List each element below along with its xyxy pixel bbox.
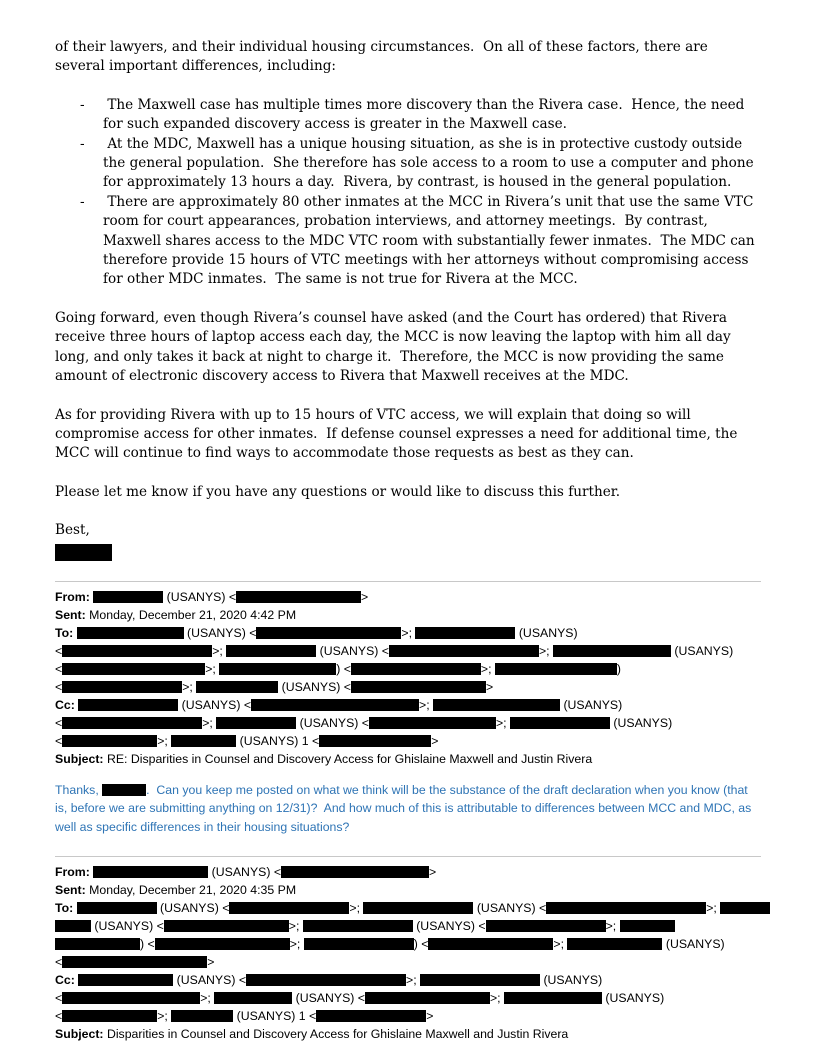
- bullet-dash: -: [80, 135, 85, 152]
- redaction-box: [226, 645, 316, 657]
- text-segment: Sent:: [55, 883, 90, 898]
- text-segment: (USANYS) <: [173, 973, 247, 988]
- redaction-box: [319, 735, 431, 747]
- redaction-box: [62, 681, 182, 693]
- bullet-dash: -: [80, 193, 85, 210]
- redaction-box: [155, 938, 290, 950]
- redaction-box: [78, 699, 178, 711]
- text-segment: <: [55, 661, 63, 676]
- text-segment: <: [55, 955, 63, 970]
- header-line: [55, 953, 761, 971]
- text-segment: >: [426, 1009, 434, 1024]
- redaction-box: [62, 645, 212, 657]
- text-segment: (USANYS): [515, 625, 578, 640]
- text-segment: >;: [157, 733, 172, 748]
- bullet-text: The Maxwell case has multiple times more discovery than the Rivera case. Hence, the need for such expanded discovery access is greater in the Maxwell case.: [103, 96, 749, 133]
- text-segment: Sent:: [55, 607, 90, 622]
- redaction-box: [62, 992, 200, 1004]
- redaction-box: [216, 717, 296, 729]
- text-segment: (USANYS) <: [91, 919, 164, 934]
- letter-paragraph-going-forward: Going forward, even though Rivera’s counsel have asked (and the Court has ordered) that Rivera receive three hours of laptop access each day, the MCC is now leaving the laptop with him all day long, and only takes it back at night to charge it. Therefore, the MCC is now providing the same amount of electronic discovery access to Rivera that Maxwell receives at the MDC.: [55, 309, 736, 385]
- text-segment: >;: [288, 919, 303, 934]
- text-segment: Subject:: [55, 1027, 107, 1042]
- email2-divider-line: [55, 856, 761, 857]
- text-segment: >: [429, 865, 437, 880]
- redaction-box: [77, 902, 157, 914]
- header-line: [55, 899, 761, 917]
- text-segment: (USANYS) <: [412, 919, 486, 934]
- text-segment: (USANYS) <: [163, 589, 237, 604]
- redaction-box: [351, 681, 486, 693]
- text-segment: (USANYS) 1 <: [236, 733, 320, 748]
- header-line: [55, 1025, 761, 1043]
- redaction-box: [369, 717, 496, 729]
- redaction-box: [553, 645, 671, 657]
- header-line: [55, 881, 761, 899]
- redaction-box: [219, 663, 336, 675]
- text-segment: Cc:: [55, 697, 79, 712]
- redaction-box: [415, 627, 515, 639]
- redaction-box: [55, 938, 140, 950]
- redaction-box: [55, 920, 91, 932]
- text-segment: . Can you keep me posted on what we think will be the substance of the draft declaration when you know (that is, before we are submitting anything on 12/31)? And how much of this is attributable to differences between MCC and MDC, as well as specific differences in their housing situations?: [55, 782, 755, 834]
- text-segment: (USANYS) <: [208, 865, 282, 880]
- text-segment: <: [55, 715, 63, 730]
- redaction-box: [196, 681, 278, 693]
- text-segment: >;: [706, 901, 721, 916]
- redaction-box: [171, 735, 236, 747]
- text-segment: (USANYS): [610, 715, 673, 730]
- redaction-box: [433, 699, 560, 711]
- redaction-box: [164, 920, 289, 932]
- letter-paragraph-vtc: As for providing Rivera with up to 15 hours of VTC access, we will explain that doing so will compromise access for other inmates. If defense counsel expresses a need for additional time, the MCC will continue to find ways to accommodate those requests as best as they can.: [55, 406, 742, 462]
- letter-body: [55, 38, 761, 561]
- redaction-box: [510, 717, 610, 729]
- text-segment: Subject:: [55, 751, 107, 766]
- text-segment: (USANYS) <: [278, 679, 351, 694]
- header-line: [55, 1007, 761, 1025]
- redaction-box: [62, 956, 207, 968]
- text-segment: >;: [419, 697, 434, 712]
- text-segment: Monday, December 21, 2020 4:35 PM: [89, 883, 297, 898]
- redaction-box: [236, 591, 361, 603]
- text-segment: >;: [489, 991, 504, 1006]
- text-segment: To:: [55, 625, 77, 640]
- letter-closing: Best,: [55, 522, 90, 539]
- text-segment: >;: [349, 901, 364, 916]
- email1-message-body: [55, 781, 761, 837]
- redaction-box: [171, 1010, 233, 1022]
- text-segment: >;: [289, 937, 304, 952]
- header-line: [55, 750, 761, 768]
- text-segment: <: [55, 643, 63, 658]
- redaction-box: [256, 627, 401, 639]
- redaction-box: [420, 974, 540, 986]
- redaction-box: [304, 938, 414, 950]
- redaction-box: [303, 920, 413, 932]
- redaction-box: [546, 902, 706, 914]
- text-segment: ) <: [413, 937, 429, 952]
- text-segment: (USANYS) <: [156, 901, 230, 916]
- text-segment: From:: [55, 865, 94, 880]
- text-segment: Thanks,: [55, 782, 103, 797]
- text-segment: >;: [182, 679, 197, 694]
- header-line: [55, 606, 761, 624]
- bullet-item: [55, 193, 761, 290]
- redaction-box: [62, 735, 157, 747]
- text-segment: (USANYS) 1 <: [233, 1009, 317, 1024]
- redaction-box: [62, 1010, 157, 1022]
- text-segment: (USANYS) <: [183, 625, 257, 640]
- email2-header-block: [55, 863, 761, 1043]
- redaction-box: [363, 902, 473, 914]
- text-segment: (USANYS): [671, 643, 734, 658]
- header-line: [55, 588, 761, 606]
- text-segment: >;: [480, 661, 495, 676]
- bullet-text: There are approximately 80 other inmates at the MCC in Rivera’s unit that use the same VTC room for court appearances, probation interviews, and attorney meetings. By contrast, Maxwell shares access to the MDC VTC room with substantially fewer inmates. The MDC can therefore provide 15 hours of VTC meetings with her attorneys without compromising access for other MDC inmates. The same is not true for Rivera at the MCC.: [103, 193, 759, 288]
- email1-divider-line: [55, 581, 761, 582]
- redaction-box: [78, 974, 173, 986]
- header-line: [55, 917, 761, 935]
- header-line: [55, 624, 761, 642]
- text-segment: <: [55, 733, 63, 748]
- redaction-box: [62, 717, 202, 729]
- redaction-box: [567, 938, 662, 950]
- text-segment: Cc:: [55, 973, 79, 988]
- text-segment: ): [616, 661, 622, 676]
- text-segment: >;: [200, 991, 215, 1006]
- redaction-box: [251, 699, 419, 711]
- bullet-list: [55, 96, 761, 290]
- redaction-box: [93, 866, 208, 878]
- email1-header-block: [55, 588, 761, 768]
- text-segment: ) <: [140, 937, 155, 952]
- header-line: [55, 660, 761, 678]
- text-segment: >;: [605, 919, 620, 934]
- header-line: [55, 678, 761, 696]
- text-segment: <: [55, 991, 63, 1006]
- redaction-box: [214, 992, 292, 1004]
- header-line: [55, 696, 761, 714]
- bullet-dash: -: [80, 96, 85, 113]
- redaction-box: [93, 591, 163, 603]
- redaction-box: [229, 902, 349, 914]
- text-segment: >;: [202, 715, 217, 730]
- text-segment: >: [485, 679, 494, 694]
- redaction-box: [495, 663, 617, 675]
- signature-redaction-box: [55, 544, 112, 561]
- redaction-box: [351, 663, 481, 675]
- text-segment: (USANYS) <: [473, 901, 547, 916]
- text-segment: From:: [55, 589, 94, 604]
- text-segment: >;: [157, 1009, 172, 1024]
- text-segment: >;: [495, 715, 510, 730]
- header-line: [55, 732, 761, 750]
- text-segment: Monday, December 21, 2020 4:42 PM: [89, 607, 297, 622]
- text-segment: >;: [205, 661, 220, 676]
- header-line: [55, 971, 761, 989]
- letter-paragraph-questions: Please let me know if you have any questions or would like to discuss this further.: [55, 483, 621, 500]
- text-segment: >;: [538, 643, 553, 658]
- text-segment: (USANYS) <: [296, 715, 369, 730]
- redaction-box: [246, 974, 406, 986]
- text-segment: (USANYS): [662, 937, 725, 952]
- bullet-item: [55, 135, 761, 193]
- redaction-box: [102, 784, 146, 796]
- redaction-box: [77, 627, 184, 639]
- text-segment: >;: [401, 625, 416, 640]
- text-segment: >: [361, 589, 369, 604]
- text-segment: <: [55, 679, 63, 694]
- text-segment: >;: [553, 937, 568, 952]
- text-segment: (USANYS): [540, 973, 603, 988]
- header-line: [55, 935, 761, 953]
- text-segment: (USANYS) <: [178, 697, 252, 712]
- text-segment: <: [55, 1009, 63, 1024]
- header-line: [55, 714, 761, 732]
- redaction-box: [504, 992, 602, 1004]
- text-segment: (USANYS): [560, 697, 623, 712]
- redaction-box: [365, 992, 490, 1004]
- text-segment: RE: Disparities in Counsel and Discovery Access for Ghislaine Maxwell and Justin Rivera: [106, 751, 593, 766]
- header-line: [55, 989, 761, 1007]
- redaction-box: [389, 645, 539, 657]
- bullet-text: At the MDC, Maxwell has a unique housing situation, as she is in protective custody outside the general population. She therefore has sole access to a room to use a computer and phone for approximately 13 hours a day. Rivera, by contrast, is housed in the general population.: [103, 135, 758, 191]
- bullet-item: [55, 96, 761, 135]
- text-segment: >;: [406, 973, 421, 988]
- letter-paragraph-intro: of their lawyers, and their individual housing circumstances. On all of these factors, there are several important differences, including:: [55, 39, 713, 75]
- text-segment: >;: [212, 643, 227, 658]
- text-segment: Disparities in Counsel and Discovery Access for Ghislaine Maxwell and Justin Rivera: [106, 1027, 569, 1042]
- text-segment: (USANYS): [602, 991, 665, 1006]
- redaction-box: [281, 866, 429, 878]
- header-line: [55, 642, 761, 660]
- header-line: [55, 863, 761, 881]
- redaction-box: [316, 1010, 426, 1022]
- redaction-box: [486, 920, 606, 932]
- text-segment: (USANYS) <: [292, 991, 365, 1006]
- text-segment: >: [431, 733, 439, 748]
- text-segment: To:: [55, 901, 77, 916]
- redaction-box: [428, 938, 553, 950]
- text-segment: ) <: [336, 661, 351, 676]
- redaction-box: [720, 902, 770, 914]
- redaction-box: [620, 920, 675, 932]
- text-segment: >: [207, 955, 215, 970]
- redaction-box: [62, 663, 205, 675]
- text-segment: (USANYS) <: [316, 643, 389, 658]
